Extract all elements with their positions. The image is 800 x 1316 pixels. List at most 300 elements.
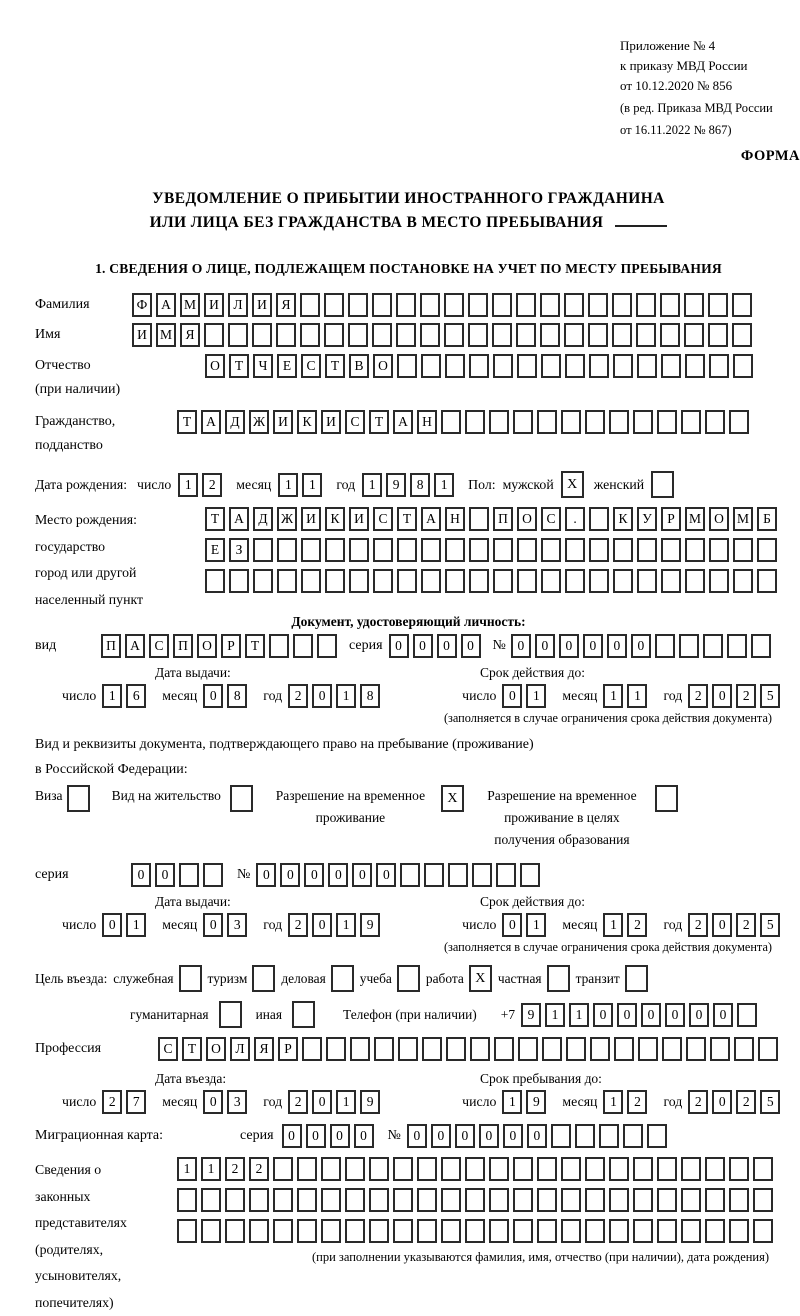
char-cell[interactable] bbox=[709, 538, 729, 562]
char-cell[interactable]: М bbox=[685, 507, 705, 531]
char-cell[interactable] bbox=[345, 1188, 365, 1212]
char-cell[interactable]: 0 bbox=[641, 1003, 661, 1027]
char-cell[interactable]: 0 bbox=[593, 1003, 613, 1027]
char-cell[interactable]: 2 bbox=[627, 913, 647, 937]
char-cell[interactable] bbox=[609, 1188, 629, 1212]
char-cell[interactable] bbox=[300, 293, 320, 317]
char-cell[interactable]: Н bbox=[445, 507, 465, 531]
char-cell[interactable] bbox=[492, 323, 512, 347]
char-cell[interactable] bbox=[729, 410, 749, 434]
char-cell[interactable]: . bbox=[565, 507, 585, 531]
char-cell[interactable]: С bbox=[541, 507, 561, 531]
char-cell[interactable] bbox=[372, 293, 392, 317]
char-cell[interactable]: Я bbox=[276, 293, 296, 317]
char-cell[interactable] bbox=[613, 569, 633, 593]
char-cell[interactable]: 2 bbox=[627, 1090, 647, 1114]
char-cell[interactable]: 1 bbox=[603, 1090, 623, 1114]
char-cell[interactable] bbox=[657, 410, 677, 434]
char-cell[interactable]: 1 bbox=[603, 684, 623, 708]
char-cell[interactable] bbox=[681, 1157, 701, 1181]
char-cell[interactable]: Т bbox=[205, 507, 225, 531]
char-cell[interactable] bbox=[540, 293, 560, 317]
char-cell[interactable] bbox=[685, 354, 705, 378]
char-cell[interactable]: 3 bbox=[227, 1090, 247, 1114]
char-cell[interactable]: Т bbox=[245, 634, 265, 658]
char-cell[interactable] bbox=[737, 1003, 757, 1027]
char-cell[interactable] bbox=[468, 323, 488, 347]
char-cell[interactable]: О bbox=[205, 354, 225, 378]
char-cell[interactable]: 2 bbox=[736, 684, 756, 708]
char-cell[interactable] bbox=[465, 1157, 485, 1181]
char-cell[interactable] bbox=[489, 1219, 509, 1243]
char-cell[interactable]: 0 bbox=[306, 1124, 326, 1148]
char-cell[interactable]: Т bbox=[369, 410, 389, 434]
char-cell[interactable] bbox=[757, 569, 777, 593]
char-cell[interactable] bbox=[444, 323, 464, 347]
char-cell[interactable] bbox=[561, 1219, 581, 1243]
char-cell[interactable]: 1 bbox=[502, 1090, 522, 1114]
char-cell[interactable] bbox=[465, 1219, 485, 1243]
char-cell[interactable]: 0 bbox=[712, 913, 732, 937]
char-cell[interactable] bbox=[614, 1037, 634, 1061]
char-cell[interactable] bbox=[561, 1188, 581, 1212]
char-cell[interactable]: Т bbox=[397, 507, 417, 531]
char-cell[interactable] bbox=[393, 1188, 413, 1212]
char-cell[interactable] bbox=[177, 1188, 197, 1212]
char-cell[interactable]: Б bbox=[757, 507, 777, 531]
char-cell[interactable]: И bbox=[132, 323, 152, 347]
char-cell[interactable] bbox=[734, 1037, 754, 1061]
char-cell[interactable]: 8 bbox=[227, 684, 247, 708]
char-cell[interactable]: А bbox=[156, 293, 176, 317]
char-cell[interactable]: С bbox=[373, 507, 393, 531]
char-cell[interactable]: 5 bbox=[760, 913, 780, 937]
char-cell[interactable]: 0 bbox=[312, 913, 332, 937]
char-cell[interactable]: К bbox=[613, 507, 633, 531]
char-cell[interactable] bbox=[273, 1188, 293, 1212]
char-cell[interactable]: 0 bbox=[352, 863, 372, 887]
char-cell[interactable]: 1 bbox=[126, 913, 146, 937]
char-cell[interactable]: 2 bbox=[288, 913, 308, 937]
char-cell[interactable] bbox=[396, 323, 416, 347]
char-cell[interactable] bbox=[516, 293, 536, 317]
char-cell[interactable]: О bbox=[206, 1037, 226, 1061]
char-cell[interactable]: 0 bbox=[376, 863, 396, 887]
char-cell[interactable]: И bbox=[349, 507, 369, 531]
char-cell[interactable] bbox=[686, 1037, 706, 1061]
purpose-business-checkbox[interactable] bbox=[331, 965, 354, 992]
char-cell[interactable]: Р bbox=[221, 634, 241, 658]
char-cell[interactable] bbox=[177, 1219, 197, 1243]
char-cell[interactable] bbox=[249, 1188, 269, 1212]
char-cell[interactable] bbox=[681, 1188, 701, 1212]
char-cell[interactable] bbox=[647, 1124, 667, 1148]
char-cell[interactable] bbox=[517, 538, 537, 562]
char-cell[interactable] bbox=[489, 1157, 509, 1181]
char-cell[interactable] bbox=[565, 569, 585, 593]
char-cell[interactable]: С bbox=[149, 634, 169, 658]
char-cell[interactable]: 0 bbox=[437, 634, 457, 658]
char-cell[interactable]: 2 bbox=[688, 684, 708, 708]
char-cell[interactable]: 0 bbox=[312, 684, 332, 708]
char-cell[interactable] bbox=[575, 1124, 595, 1148]
char-cell[interactable] bbox=[637, 354, 657, 378]
char-cell[interactable] bbox=[589, 569, 609, 593]
char-cell[interactable]: 9 bbox=[526, 1090, 546, 1114]
char-cell[interactable]: 1 bbox=[526, 684, 546, 708]
char-cell[interactable]: Л bbox=[230, 1037, 250, 1061]
char-cell[interactable] bbox=[349, 569, 369, 593]
char-cell[interactable]: 1 bbox=[336, 913, 356, 937]
char-cell[interactable] bbox=[564, 323, 584, 347]
char-cell[interactable] bbox=[537, 410, 557, 434]
char-cell[interactable] bbox=[293, 634, 313, 658]
char-cell[interactable]: 9 bbox=[521, 1003, 541, 1027]
char-cell[interactable] bbox=[551, 1124, 571, 1148]
char-cell[interactable] bbox=[448, 863, 468, 887]
char-cell[interactable] bbox=[489, 1188, 509, 1212]
char-cell[interactable]: 6 bbox=[126, 684, 146, 708]
char-cell[interactable]: У bbox=[637, 507, 657, 531]
char-cell[interactable]: 1 bbox=[102, 684, 122, 708]
char-cell[interactable]: 9 bbox=[360, 1090, 380, 1114]
char-cell[interactable]: 0 bbox=[312, 1090, 332, 1114]
char-cell[interactable]: 2 bbox=[688, 913, 708, 937]
char-cell[interactable] bbox=[397, 354, 417, 378]
char-cell[interactable] bbox=[325, 538, 345, 562]
char-cell[interactable] bbox=[373, 569, 393, 593]
char-cell[interactable]: 9 bbox=[386, 473, 406, 497]
char-cell[interactable] bbox=[561, 1157, 581, 1181]
char-cell[interactable]: П bbox=[493, 507, 513, 531]
char-cell[interactable] bbox=[253, 569, 273, 593]
char-cell[interactable] bbox=[588, 323, 608, 347]
char-cell[interactable] bbox=[633, 1157, 653, 1181]
char-cell[interactable] bbox=[302, 1037, 322, 1061]
char-cell[interactable]: 2 bbox=[736, 913, 756, 937]
char-cell[interactable]: Р bbox=[661, 507, 681, 531]
char-cell[interactable]: 5 bbox=[760, 684, 780, 708]
char-cell[interactable] bbox=[636, 293, 656, 317]
char-cell[interactable] bbox=[565, 354, 585, 378]
char-cell[interactable] bbox=[703, 634, 723, 658]
char-cell[interactable] bbox=[733, 354, 753, 378]
char-cell[interactable] bbox=[324, 293, 344, 317]
char-cell[interactable] bbox=[445, 569, 465, 593]
char-cell[interactable]: А bbox=[421, 507, 441, 531]
char-cell[interactable] bbox=[417, 1219, 437, 1243]
char-cell[interactable] bbox=[468, 293, 488, 317]
char-cell[interactable] bbox=[565, 538, 585, 562]
char-cell[interactable]: 0 bbox=[431, 1124, 451, 1148]
char-cell[interactable]: 1 bbox=[603, 913, 623, 937]
char-cell[interactable] bbox=[417, 1157, 437, 1181]
char-cell[interactable] bbox=[657, 1219, 677, 1243]
char-cell[interactable] bbox=[710, 1037, 730, 1061]
char-cell[interactable] bbox=[324, 323, 344, 347]
char-cell[interactable] bbox=[520, 863, 540, 887]
char-cell[interactable] bbox=[613, 538, 633, 562]
char-cell[interactable] bbox=[201, 1219, 221, 1243]
char-cell[interactable] bbox=[470, 1037, 490, 1061]
char-cell[interactable]: 0 bbox=[712, 1090, 732, 1114]
char-cell[interactable]: 7 bbox=[126, 1090, 146, 1114]
char-cell[interactable]: Н bbox=[417, 410, 437, 434]
char-cell[interactable]: 5 bbox=[760, 1090, 780, 1114]
char-cell[interactable]: 1 bbox=[201, 1157, 221, 1181]
char-cell[interactable]: 0 bbox=[280, 863, 300, 887]
char-cell[interactable] bbox=[444, 293, 464, 317]
char-cell[interactable] bbox=[228, 323, 248, 347]
char-cell[interactable]: 0 bbox=[131, 863, 151, 887]
char-cell[interactable]: О bbox=[709, 507, 729, 531]
char-cell[interactable]: 0 bbox=[689, 1003, 709, 1027]
char-cell[interactable]: Я bbox=[254, 1037, 274, 1061]
char-cell[interactable] bbox=[325, 569, 345, 593]
char-cell[interactable]: 1 bbox=[178, 473, 198, 497]
char-cell[interactable] bbox=[727, 634, 747, 658]
char-cell[interactable]: И bbox=[204, 293, 224, 317]
char-cell[interactable] bbox=[249, 1219, 269, 1243]
char-cell[interactable] bbox=[541, 354, 561, 378]
char-cell[interactable] bbox=[709, 354, 729, 378]
char-cell[interactable]: 0 bbox=[304, 863, 324, 887]
char-cell[interactable]: 0 bbox=[712, 684, 732, 708]
char-cell[interactable] bbox=[541, 569, 561, 593]
char-cell[interactable]: 0 bbox=[282, 1124, 302, 1148]
char-cell[interactable] bbox=[685, 538, 705, 562]
char-cell[interactable] bbox=[203, 863, 223, 887]
char-cell[interactable] bbox=[373, 538, 393, 562]
char-cell[interactable] bbox=[612, 293, 632, 317]
char-cell[interactable]: 2 bbox=[249, 1157, 269, 1181]
char-cell[interactable] bbox=[494, 1037, 514, 1061]
char-cell[interactable] bbox=[348, 293, 368, 317]
char-cell[interactable] bbox=[537, 1219, 557, 1243]
char-cell[interactable] bbox=[757, 538, 777, 562]
char-cell[interactable] bbox=[420, 293, 440, 317]
char-cell[interactable]: 0 bbox=[502, 684, 522, 708]
char-cell[interactable]: П bbox=[173, 634, 193, 658]
char-cell[interactable] bbox=[345, 1219, 365, 1243]
char-cell[interactable]: И bbox=[321, 410, 341, 434]
char-cell[interactable] bbox=[537, 1157, 557, 1181]
purpose-transit-checkbox[interactable] bbox=[625, 965, 648, 992]
char-cell[interactable] bbox=[369, 1219, 389, 1243]
char-cell[interactable]: В bbox=[349, 354, 369, 378]
char-cell[interactable]: 0 bbox=[665, 1003, 685, 1027]
char-cell[interactable] bbox=[469, 354, 489, 378]
char-cell[interactable] bbox=[589, 507, 609, 531]
char-cell[interactable] bbox=[679, 634, 699, 658]
char-cell[interactable] bbox=[681, 410, 701, 434]
char-cell[interactable] bbox=[297, 1219, 317, 1243]
char-cell[interactable]: К bbox=[325, 507, 345, 531]
char-cell[interactable] bbox=[517, 569, 537, 593]
char-cell[interactable] bbox=[609, 410, 629, 434]
char-cell[interactable]: 0 bbox=[407, 1124, 427, 1148]
char-cell[interactable]: 1 bbox=[526, 913, 546, 937]
char-cell[interactable] bbox=[396, 293, 416, 317]
char-cell[interactable]: 8 bbox=[360, 684, 380, 708]
char-cell[interactable] bbox=[681, 1219, 701, 1243]
char-cell[interactable] bbox=[758, 1037, 778, 1061]
char-cell[interactable] bbox=[661, 354, 681, 378]
char-cell[interactable] bbox=[321, 1219, 341, 1243]
char-cell[interactable] bbox=[321, 1157, 341, 1181]
char-cell[interactable]: 1 bbox=[545, 1003, 565, 1027]
char-cell[interactable] bbox=[729, 1219, 749, 1243]
char-cell[interactable] bbox=[517, 354, 537, 378]
char-cell[interactable]: 0 bbox=[102, 913, 122, 937]
char-cell[interactable]: 2 bbox=[202, 473, 222, 497]
char-cell[interactable] bbox=[588, 293, 608, 317]
male-checkbox[interactable]: X bbox=[561, 471, 584, 498]
char-cell[interactable]: 0 bbox=[354, 1124, 374, 1148]
char-cell[interactable]: 0 bbox=[413, 634, 433, 658]
char-cell[interactable]: Т bbox=[182, 1037, 202, 1061]
char-cell[interactable] bbox=[277, 538, 297, 562]
char-cell[interactable] bbox=[397, 538, 417, 562]
char-cell[interactable] bbox=[345, 1157, 365, 1181]
char-cell[interactable] bbox=[733, 569, 753, 593]
char-cell[interactable]: 0 bbox=[535, 634, 555, 658]
char-cell[interactable] bbox=[350, 1037, 370, 1061]
char-cell[interactable] bbox=[657, 1188, 677, 1212]
char-cell[interactable] bbox=[493, 354, 513, 378]
char-cell[interactable]: 2 bbox=[288, 1090, 308, 1114]
char-cell[interactable] bbox=[204, 323, 224, 347]
temp-residence-edu-checkbox[interactable] bbox=[655, 785, 678, 812]
char-cell[interactable] bbox=[276, 323, 296, 347]
char-cell[interactable] bbox=[599, 1124, 619, 1148]
char-cell[interactable]: 0 bbox=[330, 1124, 350, 1148]
char-cell[interactable] bbox=[273, 1157, 293, 1181]
char-cell[interactable] bbox=[661, 569, 681, 593]
char-cell[interactable] bbox=[516, 323, 536, 347]
char-cell[interactable] bbox=[349, 538, 369, 562]
char-cell[interactable] bbox=[708, 323, 728, 347]
purpose-humanitarian-checkbox[interactable] bbox=[219, 1001, 242, 1028]
char-cell[interactable]: 0 bbox=[607, 634, 627, 658]
char-cell[interactable] bbox=[269, 634, 289, 658]
char-cell[interactable] bbox=[705, 410, 725, 434]
residence-permit-checkbox[interactable] bbox=[230, 785, 253, 812]
char-cell[interactable] bbox=[393, 1157, 413, 1181]
char-cell[interactable] bbox=[326, 1037, 346, 1061]
female-checkbox[interactable] bbox=[651, 471, 674, 498]
char-cell[interactable] bbox=[469, 569, 489, 593]
char-cell[interactable] bbox=[729, 1188, 749, 1212]
char-cell[interactable]: 0 bbox=[583, 634, 603, 658]
char-cell[interactable] bbox=[397, 569, 417, 593]
char-cell[interactable] bbox=[705, 1219, 725, 1243]
char-cell[interactable] bbox=[655, 634, 675, 658]
char-cell[interactable] bbox=[729, 1157, 749, 1181]
char-cell[interactable] bbox=[297, 1157, 317, 1181]
char-cell[interactable] bbox=[424, 863, 444, 887]
char-cell[interactable]: Е bbox=[277, 354, 297, 378]
char-cell[interactable]: 8 bbox=[410, 473, 430, 497]
temp-residence-checkbox[interactable]: X bbox=[441, 785, 464, 812]
purpose-private-checkbox[interactable] bbox=[547, 965, 570, 992]
char-cell[interactable]: И bbox=[252, 293, 272, 317]
char-cell[interactable] bbox=[585, 1188, 605, 1212]
char-cell[interactable]: 0 bbox=[503, 1124, 523, 1148]
char-cell[interactable] bbox=[225, 1219, 245, 1243]
char-cell[interactable] bbox=[513, 1188, 533, 1212]
char-cell[interactable]: 1 bbox=[278, 473, 298, 497]
char-cell[interactable] bbox=[321, 1188, 341, 1212]
char-cell[interactable] bbox=[561, 410, 581, 434]
char-cell[interactable] bbox=[301, 569, 321, 593]
char-cell[interactable] bbox=[421, 354, 441, 378]
char-cell[interactable] bbox=[205, 569, 225, 593]
char-cell[interactable]: 9 bbox=[360, 913, 380, 937]
char-cell[interactable] bbox=[393, 1219, 413, 1243]
char-cell[interactable] bbox=[518, 1037, 538, 1061]
char-cell[interactable]: И bbox=[273, 410, 293, 434]
char-cell[interactable] bbox=[369, 1188, 389, 1212]
char-cell[interactable]: 1 bbox=[434, 473, 454, 497]
char-cell[interactable] bbox=[441, 410, 461, 434]
visa-checkbox[interactable] bbox=[67, 785, 90, 812]
char-cell[interactable] bbox=[422, 1037, 442, 1061]
char-cell[interactable] bbox=[420, 323, 440, 347]
char-cell[interactable]: К bbox=[297, 410, 317, 434]
char-cell[interactable] bbox=[300, 323, 320, 347]
char-cell[interactable]: Р bbox=[278, 1037, 298, 1061]
char-cell[interactable] bbox=[374, 1037, 394, 1061]
char-cell[interactable]: М bbox=[733, 507, 753, 531]
char-cell[interactable] bbox=[441, 1157, 461, 1181]
char-cell[interactable]: С bbox=[345, 410, 365, 434]
purpose-study-checkbox[interactable] bbox=[397, 965, 420, 992]
char-cell[interactable] bbox=[660, 323, 680, 347]
char-cell[interactable] bbox=[623, 1124, 643, 1148]
char-cell[interactable] bbox=[277, 569, 297, 593]
char-cell[interactable]: 0 bbox=[559, 634, 579, 658]
char-cell[interactable]: 1 bbox=[627, 684, 647, 708]
char-cell[interactable] bbox=[513, 410, 533, 434]
char-cell[interactable] bbox=[685, 569, 705, 593]
char-cell[interactable]: Т bbox=[177, 410, 197, 434]
char-cell[interactable] bbox=[496, 863, 516, 887]
char-cell[interactable]: Ж bbox=[277, 507, 297, 531]
char-cell[interactable]: 1 bbox=[362, 473, 382, 497]
char-cell[interactable]: 0 bbox=[511, 634, 531, 658]
char-cell[interactable] bbox=[662, 1037, 682, 1061]
char-cell[interactable]: 2 bbox=[736, 1090, 756, 1114]
char-cell[interactable] bbox=[369, 1157, 389, 1181]
char-cell[interactable] bbox=[684, 323, 704, 347]
char-cell[interactable]: Т bbox=[325, 354, 345, 378]
char-cell[interactable]: Т bbox=[229, 354, 249, 378]
char-cell[interactable]: 0 bbox=[203, 684, 223, 708]
char-cell[interactable] bbox=[229, 569, 249, 593]
char-cell[interactable] bbox=[709, 569, 729, 593]
char-cell[interactable] bbox=[441, 1188, 461, 1212]
char-cell[interactable] bbox=[537, 1188, 557, 1212]
char-cell[interactable] bbox=[465, 410, 485, 434]
char-cell[interactable] bbox=[613, 354, 633, 378]
char-cell[interactable] bbox=[705, 1157, 725, 1181]
char-cell[interactable] bbox=[465, 1188, 485, 1212]
char-cell[interactable]: Ж bbox=[249, 410, 269, 434]
char-cell[interactable] bbox=[469, 538, 489, 562]
char-cell[interactable] bbox=[661, 538, 681, 562]
char-cell[interactable] bbox=[445, 354, 465, 378]
